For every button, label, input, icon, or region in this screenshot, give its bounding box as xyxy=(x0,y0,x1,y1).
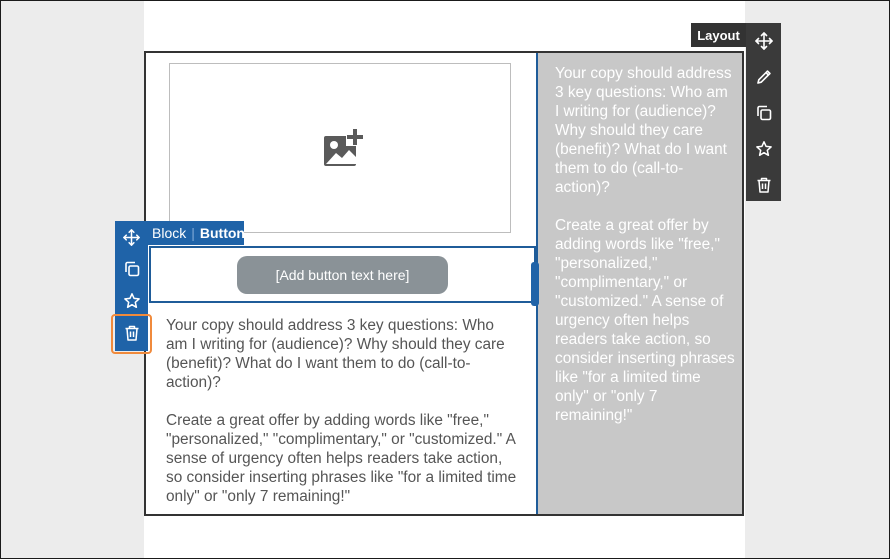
move-layout-button[interactable] xyxy=(746,23,781,59)
favorite-block-button[interactable] xyxy=(115,285,148,317)
add-image-icon xyxy=(322,126,366,170)
left-copy-text[interactable] xyxy=(166,316,518,525)
layout-section[interactable] xyxy=(144,51,744,516)
layout-toolbar xyxy=(746,23,781,201)
favorite-layout-button[interactable] xyxy=(746,131,781,167)
duplicate-block-button[interactable] xyxy=(115,253,148,285)
duplicate-icon xyxy=(755,104,773,122)
delete-layout-button[interactable] xyxy=(746,167,781,203)
move-block-button[interactable] xyxy=(115,221,148,253)
move-icon xyxy=(754,31,774,51)
left-copy-paragraph-2: Create a great offer by adding words like "free," "personalized," "complimentary," or "customized." A sense of urgency often helps readers take action, so consider inserting phrases like "for a limited time only" or "only 7 remaining!" xyxy=(166,412,517,505)
delete-button-highlight xyxy=(111,314,152,354)
left-copy-paragraph-1: Your copy should address 3 key questions: Who am I writing for (audience)? Why should they care (benefit)? What do I want them to do (call-to-action)? xyxy=(166,317,505,391)
block-tab-separator: | xyxy=(191,225,195,241)
right-copy-paragraph-1: Your copy should address 3 key questions: Who am I writing for (audience)? Why should they care (benefit)? What do I want them to do (call-to-action)? xyxy=(555,65,732,196)
button-block[interactable] xyxy=(149,246,536,303)
image-placeholder[interactable] xyxy=(169,63,511,233)
left-column[interactable] xyxy=(146,53,536,514)
cta-button[interactable]: [Add button text here] xyxy=(237,256,448,294)
layout-tab-label: Layout xyxy=(691,23,746,47)
right-column[interactable] xyxy=(536,53,742,514)
right-copy-text[interactable] xyxy=(555,64,735,444)
block-tab-title: Block xyxy=(152,225,187,241)
pencil-icon xyxy=(755,68,773,86)
resize-handle[interactable] xyxy=(531,262,539,306)
edit-layout-button[interactable] xyxy=(746,59,781,95)
block-tab-type: Button xyxy=(199,225,245,241)
star-icon xyxy=(123,292,141,310)
duplicate-icon xyxy=(123,260,141,278)
duplicate-layout-button[interactable] xyxy=(746,95,781,131)
right-copy-paragraph-2: Create a great offer by adding words like "free," "personalized," "complimentary," or "customized." A sense of urgency often helps readers take action, so consider inserting phrases like "for a limited time only" or "only 7 remaining!" xyxy=(555,217,735,424)
block-tab-label xyxy=(146,221,244,245)
trash-icon xyxy=(755,176,773,194)
star-icon xyxy=(755,140,773,158)
move-icon xyxy=(122,228,141,247)
